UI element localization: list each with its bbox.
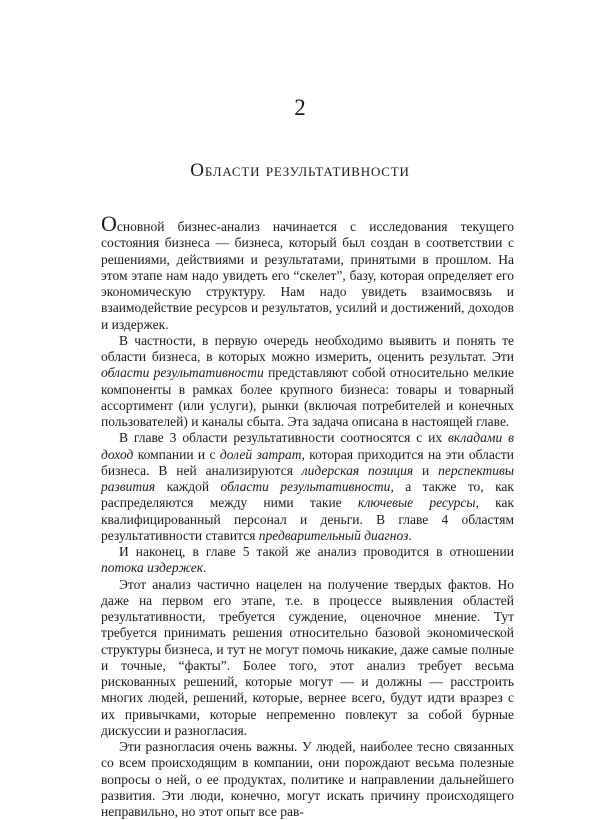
- italic-term: предварительный диагноз: [258, 527, 409, 543]
- paragraph: [101, 430, 514, 544]
- text-run: И наконец, в главе 5 такой же анализ проводится в отношении: [119, 544, 514, 559]
- text-run: Этот анализ частично нацелен на получение твердых фактов. Но даже на первом его этапе, т.е. в процессе выявления областей результативности, требуется суждение, оценочное мнение. Тут требуется принимать решения относительно базовой экономической структуры бизнеса, и тут не могут помочь никакие, даже самые полные и точные, “факты”. Более того, этот анализ требует весьма рискованных решений, которые могут — и должны — расстроить многих людей, решений, которые, вернее всего, будут идти вразрез с их привычками, которые непременно повлекут за собой бурные дискуссии и разногласия.: [101, 576, 514, 738]
- italic-term: ключевые ресурсы: [357, 495, 476, 511]
- italic-term: долей затрат: [219, 446, 302, 462]
- drop-cap: О: [101, 211, 117, 236]
- text-run: представляют собой относительно мелкие компоненты в рамках более крупного бизнеса: товары и товарный ассортимент (или услуги), рынки (включая потребителей и конечных пользователей) и каналы сбыта. Эта задача описана в настоящей главе.: [101, 365, 515, 429]
- text-run: сновной бизнес-анализ начинается с исследования текущего состояния бизнеса — бизнеса, который был создан в соответствии с решениями, действиями и результатами, принятыми в прошлом. На этом этапе нам надо увидеть его “скелет”, базу, которая определяет его экономическую структуру. Нам надо увидеть взаимосвязь и взаимодействие ресурсов и результатов, усилий и достижений, доходов и издержек.: [101, 219, 514, 332]
- paragraph: [101, 577, 514, 740]
- text-run: , которая приходится на эти области бизнеса. В ней анализируются: [101, 446, 514, 478]
- italic-term: вкладами в доход: [101, 430, 514, 462]
- text-run: Эти разногласия очень важны. У людей, наиболее тесно связанных со всем происходящим в компании, они порождают весьма полезные вопросы о ней, о ее продуктах, политике и направлении дальнейшего развития. Эти люди, конечно, могут искать причину происходящего неправильно, но этот опыт все рав-: [101, 739, 514, 819]
- text-run: , а также то, как распределяются между ними такие: [101, 479, 514, 511]
- chapter-title: Области результативности: [190, 160, 410, 181]
- text-run: В главе 3 области результативности соотносятся с их: [119, 430, 449, 446]
- italic-term: потока издержек: [101, 560, 204, 576]
- text-run: .: [203, 560, 207, 576]
- text-run: компании и с: [133, 446, 220, 462]
- body-text: [101, 211, 515, 820]
- paragraph: [101, 211, 514, 333]
- text-run: .: [408, 527, 412, 543]
- paragraph: [101, 333, 514, 431]
- italic-term: перспективы развития: [101, 462, 514, 494]
- text-run: каждой: [155, 479, 221, 494]
- italic-term: области результативности: [220, 479, 391, 494]
- text-run: , как квалифицированный персонал и деньги. В главе 4 областям результативности ставится: [101, 495, 515, 543]
- italic-term: области результативности: [101, 365, 264, 381]
- text-run: и: [413, 462, 439, 478]
- paragraph: [101, 544, 514, 577]
- paragraph: [101, 739, 514, 820]
- chapter-number: 2: [294, 95, 306, 120]
- italic-term: лидерская позиция: [301, 462, 414, 478]
- text-run: В частности, в первую очередь необходимо выявить и понять те области бизнеса, в которых можно измерить, оценить результат. Эти: [101, 332, 514, 364]
